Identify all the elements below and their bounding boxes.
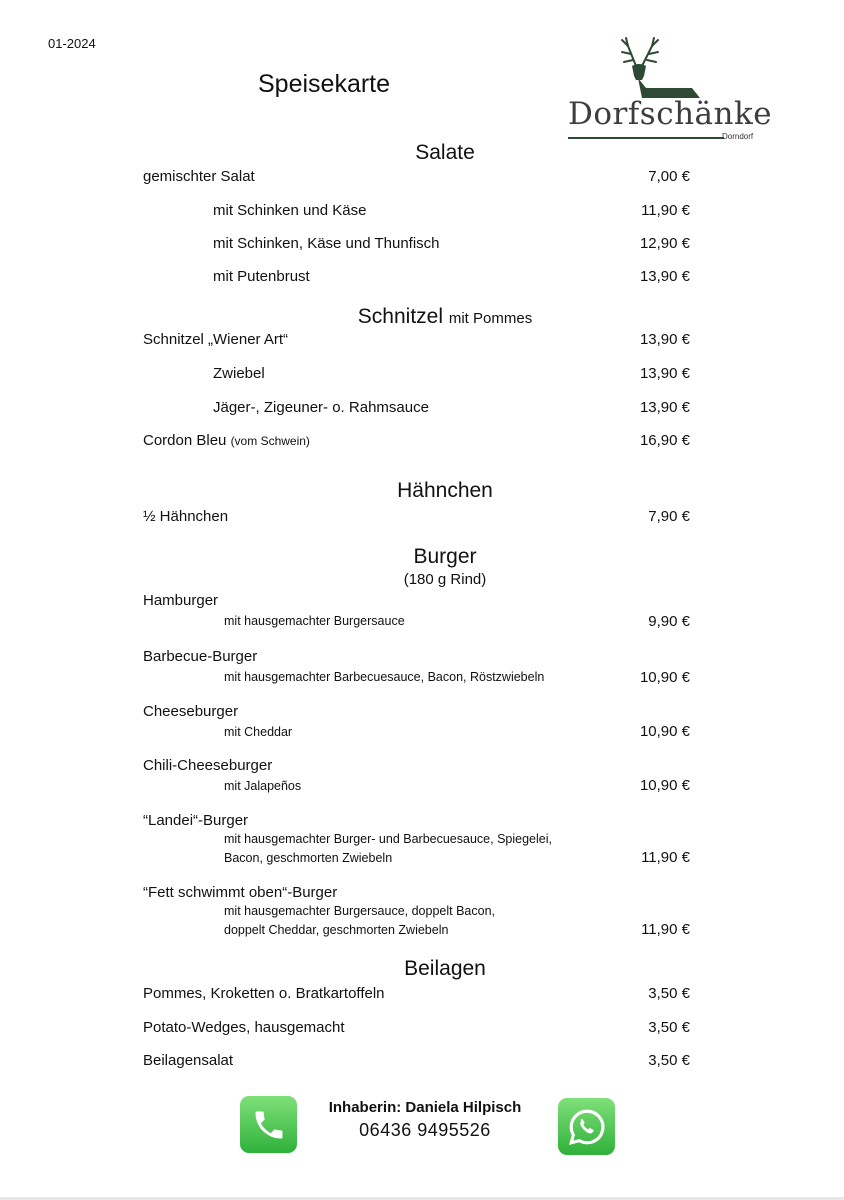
menu-item-price: 11,90 € bbox=[641, 849, 690, 866]
menu-item: Hamburger bbox=[143, 592, 219, 609]
menu-item-description: mit hausgemachter Burgersauce bbox=[224, 614, 405, 628]
menu-item-price: 13,90 € bbox=[639, 268, 690, 285]
menu-item-price: 7,00 € bbox=[648, 168, 690, 185]
menu-item-description: mit hausgemachter Burger- und Barbecuesauce, Spiegelei, bbox=[224, 832, 552, 846]
menu-item-note: (vom Schwein) bbox=[230, 434, 310, 448]
menu-item-price: 13,90 € bbox=[639, 399, 690, 416]
menu-item-description: mit hausgemachter Barbecuesauce, Bacon, Röstzwiebeln bbox=[224, 670, 545, 684]
menu-item-price: 10,90 € bbox=[639, 723, 690, 740]
menu-item: mit Schinken und Käse bbox=[213, 202, 367, 219]
menu-item-description: mit hausgemachter Burgersauce, doppelt Bacon, bbox=[224, 904, 495, 918]
menu-item: Barbecue-Burger bbox=[143, 648, 258, 665]
restaurant-logo bbox=[568, 36, 772, 146]
menu-item: Zwiebel bbox=[213, 365, 265, 382]
menu-item-price: 3,50 € bbox=[648, 985, 690, 1002]
menu-item: Jäger-, Zigeuner- o. Rahmsauce bbox=[213, 399, 429, 416]
menu-item-price: 10,90 € bbox=[639, 777, 690, 794]
menu-item: Cheeseburger bbox=[143, 703, 239, 720]
menu-item-price: 13,90 € bbox=[639, 331, 690, 348]
menu-item-price: 12,90 € bbox=[639, 235, 690, 252]
whatsapp-glyph bbox=[566, 1106, 608, 1148]
menu-item: mit Putenbrust bbox=[213, 268, 310, 285]
section-subheading: (180 g Rind) bbox=[403, 571, 487, 588]
menu-item: Schnitzel „Wiener Art“ bbox=[143, 331, 289, 348]
menu-item-price: 11,90 € bbox=[641, 202, 690, 219]
menu-item-description: mit Jalapeños bbox=[224, 779, 302, 793]
menu-item: Chili-Cheeseburger bbox=[143, 757, 273, 774]
logo-underline bbox=[568, 136, 724, 140]
menu-item-price: 13,90 € bbox=[639, 365, 690, 382]
menu-item-price: 16,90 € bbox=[639, 432, 690, 449]
stag-icon bbox=[612, 36, 702, 98]
document-date: 01-2024 bbox=[48, 36, 96, 51]
owner-name: Inhaberin: Daniela Hilpisch bbox=[328, 1099, 522, 1116]
menu-item bbox=[143, 432, 310, 449]
section-heading-schnitzel bbox=[0, 305, 844, 329]
menu-item: mit Schinken, Käse und Thunfisch bbox=[213, 235, 440, 252]
menu-item-price: 9,90 € bbox=[648, 613, 690, 630]
section-heading-suffix: mit Pommes bbox=[448, 310, 533, 327]
menu-item-price: 7,90 € bbox=[648, 508, 690, 525]
menu-item: Potato-Wedges, hausgemacht bbox=[143, 1019, 345, 1036]
menu-item: Pommes, Kroketten o. Bratkartoffeln bbox=[143, 985, 385, 1002]
whatsapp-icon bbox=[558, 1098, 615, 1155]
section-heading-haehnchen: Hähnchen bbox=[397, 479, 493, 502]
menu-item: “Landei“-Burger bbox=[143, 812, 249, 829]
menu-item: Beilagensalat bbox=[143, 1052, 234, 1069]
page-title: Speisekarte bbox=[258, 70, 391, 98]
menu-item-price: 10,90 € bbox=[639, 669, 690, 686]
menu-item: “Fett schwimmt oben“-Burger bbox=[143, 884, 338, 901]
menu-item-name: Cordon Bleu bbox=[143, 432, 227, 449]
menu-item-description: Bacon, geschmorten Zwiebeln bbox=[224, 851, 393, 865]
phone-icon bbox=[240, 1096, 297, 1153]
section-heading-beilagen: Beilagen bbox=[404, 957, 486, 980]
logo-name: Dorfschänke bbox=[568, 96, 773, 132]
menu-item-price: 3,50 € bbox=[648, 1052, 690, 1069]
section-heading-salate: Salate bbox=[415, 141, 475, 164]
menu-item: gemischter Salat bbox=[143, 168, 255, 185]
section-heading-burger: Burger bbox=[413, 545, 477, 568]
phone-number: 06436 9495526 bbox=[359, 1120, 491, 1140]
menu-item: ½ Hähnchen bbox=[143, 508, 229, 525]
section-heading-text: Schnitzel bbox=[357, 305, 444, 328]
menu-item-price: 3,50 € bbox=[648, 1019, 690, 1036]
logo-location: Dorndorf bbox=[722, 132, 754, 141]
menu-item-price: 11,90 € bbox=[641, 921, 690, 938]
menu-item-description: mit Cheddar bbox=[224, 725, 293, 739]
phone-glyph bbox=[251, 1107, 287, 1143]
menu-item-description: doppelt Cheddar, geschmorten Zwiebeln bbox=[224, 923, 449, 937]
